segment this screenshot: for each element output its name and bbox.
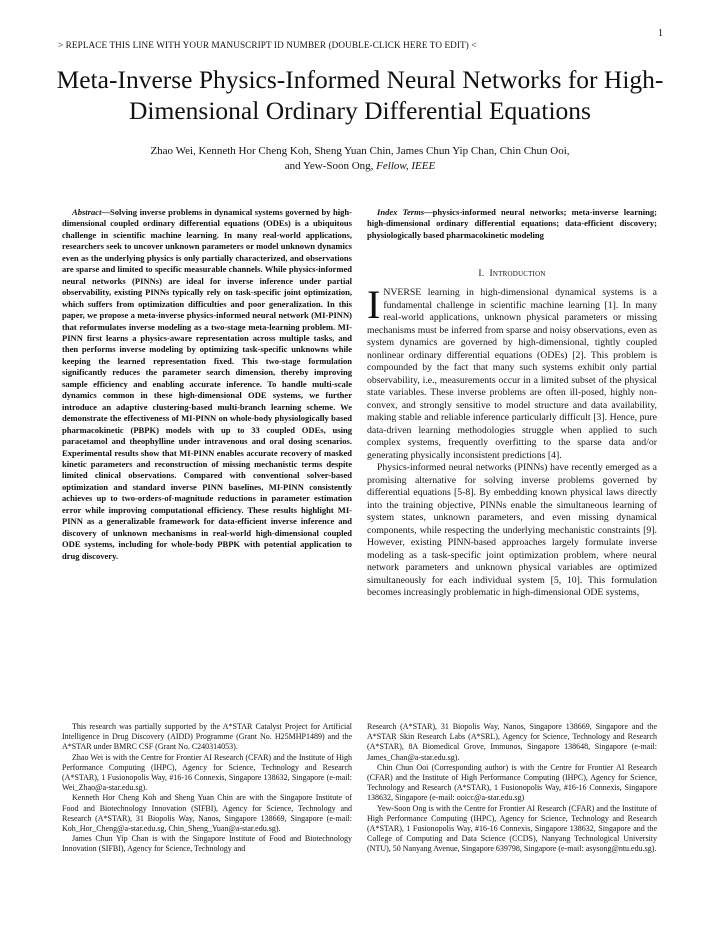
abstract: [62, 207, 352, 562]
footnotes-right: [367, 722, 657, 855]
author-fellow-title: Fellow, IEEE: [376, 159, 436, 172]
index-terms-lead: Index Terms: [377, 207, 425, 217]
footnote-funding: This research was partially supported by the A*STAR Catalyst Project for Artificial Intelligence in Drug Discovery (AIDD) Programme (Grant No. H25MHP1489) and the A*STAR under BMRC CSF (Grant No. C240314053).: [62, 722, 352, 752]
footnote-author-affiliation: James Chun Yip Chan is with the Singapore Institute of Food and Biotechnology Innovation (SIFBI), Agency for Science, Technology and: [62, 834, 352, 854]
section-heading-introduction: [367, 269, 657, 279]
footnote-author-affiliation: Research (A*STAR), 31 Biopolis Way, Nanos, Singapore 138669, Singapore and the A*STAR Skin Research Labs (A*SRL), Agency for Science, Technology and Research (A*STAR), 8A Biomedical Grove, Immunos, Singapore 138648, Singapore (e-mail: James_Chan@a-star.edu.sg).: [367, 722, 657, 762]
paper-title: Meta-Inverse Physics-Informed Neural Networks for High-Dimensional Ordinary Differential Equations: [56, 65, 664, 125]
index-terms-text: —physics-informed neural networks; meta-inverse learning; high-dimensional ordinary differential equations; data-efficient discovery; physiologically based pharmacokinetic modeling: [367, 207, 657, 240]
intro-paragraph-2: Physics-informed neural networks (PINNs) have recently emerged as a promising alternative for solving inverse problems governed by differential equations [5-8]. By embedding known physical laws directly into the training objective, PINNs enable the simultaneous learning of system states, unknown parameters, and even missing dynamical components, while respecting the underlying mechanistic constraints [9]. However, existing PINN-based approaches largely formulate inverse modeling as a task-specific joint optimization problem, where neural network parameters and unknown physical variables are optimized simultaneously for each individual system [5, 10]. This formulation becomes increasingly problematic in high-dimensional ODE systems,: [367, 462, 657, 598]
introduction-body: [367, 282, 657, 600]
index-terms: [367, 207, 657, 241]
section-numeral: I.: [478, 269, 485, 279]
authors-line-2-names: and Yew-Soon Ong,: [284, 159, 374, 172]
page-number: 1: [658, 28, 663, 39]
footnote-author-affiliation: Chin Chun Ooi (Corresponding author) is with the Centre for Frontier AI Research (CFAR) and the Institute of High Performance Computing (IHPC), Agency for Science, Technology and Research (A*STAR), 1 Fusionopolis Way, #16-16 Connexis, Singapore 138632, Singapore (e-mail: ooicc@a-star.edu.sg): [367, 762, 657, 803]
abstract-text: —Solving inverse problems in dynamical systems governed by high-dimensional coupled ordinary differential equations (ODEs) is a ubiquitous challenge in scientific machine learning. In many real-world applications, researchers seek to uncover unknown parameters or model unknown dynamics even as the underlying physics is only partially characterized, and observations are sparse and limited to specific measurable channels. While physics-informed neural networks (PINNs) are ideal for inverse inference under partial observability, existing PINNs typically rely on task-specific joint optimization, which suffers from optimization difficulties and poor generalization. In this paper, we propose a meta-inverse physics-informed neural network (MI-PINN) that reformulates inverse modeling as a two-stage meta-learning problem. MI-PINN first learns a physics-aware representation across multiple tasks, and then performs inverse modeling by optimizing task-specific unknowns while keeping the learned representation fixed. This two-stage formulation significantly reduces the parameter search dimension, thereby improving sample efficiency and enabling accurate inference. To handle multi-scale dynamics common in these high-dimensional ODE systems, we further introduce an adaptive clustering-based multi-branch learning scheme. We demonstrate the effectiveness of MI-PINN on whole-body physiologically based pharmacokinetic (PBPK) models with up to 33 coupled ODEs, using paracetamol and theophylline under intravenous and oral dosing scenarios. Experimental results show that MI-PINN enables accurate recovery of masked kinetic parameters and reconstruction of missing mechanistic terms despite limited clinical observations. Compared with conventional solver-based optimization and standard inverse PINN baselines, MI-PINN consistently achieves up to two-orders-of-magnitude reductions in parameter estimation error while improving computational efficiency. These results highlight MI-PINN as a generalizable framework for data-efficient inverse inference and discovery of unknown mechanisms in real-world high-dimensional coupled ODE systems, including for whole-body PBPK with potential application to drug discovery.: [62, 207, 352, 561]
footnote-author-affiliation: Kenneth Hor Cheng Koh and Sheng Yuan Chin are with the Singapore Institute of Food and Biotechnology Innovation (SIFBI), Agency for Science, Technology and Research (A*STAR), 31 Biopolis Way, Nanos, Singapore 138669, Singapore (e-mail: Koh_Hor_Cheng@a-star.edu.sg, Chin_Sheng_Yuan@a-star.edu.sg).: [62, 793, 352, 834]
footnote-author-affiliation: Yew-Soon Ong is with the Centre for Frontier AI Research (CFAR) and the Institute of High Performance Computing (IHPC), Agency for Science, Technology and Research (A*STAR), 1 Fusionopolis Way, #16-16 Connexis, Singapore 138632, Singapore and the College of Computing and Data Science (CCDS), Nanyang Technological University (NTU), 50 Nanyang Avenue, Singapore 639798, Singapore (e-mail: asysong@ntu.edu.sg).: [367, 803, 657, 854]
author-list: [60, 144, 660, 173]
index-terms-paragraph: [367, 207, 657, 241]
intro-paragraph-1: [367, 282, 657, 462]
authors-line-2: [60, 159, 660, 174]
authors-line-1: Zhao Wei, Kenneth Hor Cheng Koh, Sheng Yuan Chin, James Chun Yip Chan, Chin Chun Ooi,: [150, 145, 570, 157]
footnote-author-affiliation: Zhao Wei is with the Centre for Frontier AI Research (CFAR) and the Institute of High Performance Computing (IHPC), Agency for Science, Technology and Research (A*STAR), 1 Fusionopolis Way, #16-16 Connexis, Singapore 138632, Singapore (e-mail: Wei_Zhao@a-star.edu.sg).: [62, 752, 352, 793]
footnotes-left: [62, 722, 352, 855]
dropcap-letter: I: [367, 282, 381, 327]
running-header[interactable]: > REPLACE THIS LINE WITH YOUR MANUSCRIPT ID NUMBER (DOUBLE-CLICK HERE TO EDIT) <: [58, 40, 477, 50]
section-title: Introduction: [489, 269, 546, 279]
abstract-lead: Abstract: [72, 207, 102, 217]
abstract-paragraph: [62, 207, 352, 562]
intro-paragraph-1-text: NVERSE learning in high-dimensional dynamical systems is a fundamental challenge in scientific machine learning [1]. In many real-world applications, unknown physical parameters or missing mechanisms must be inferred from sparse and noisy observations, even as system dynamics are governed by high-dimensional, tightly coupled nonlinear ordinary differential equations (ODEs) [2]. This problem is compounded by the fact that many such systems exhibit only partial observability, i.e., measurements occur in a limited subset of the physical state variables. These inverse problems are often ill-posed, highly non-convex, and strongly sensitive to model structure and data availability, making stable and reliable inference particularly difficult [3]. Hence, pure data-driven learning methodologies struggle when applied to such complex systems, frequently overfitting to the sparse data and/or generating physically inconsistent predictions [4].: [367, 287, 657, 461]
